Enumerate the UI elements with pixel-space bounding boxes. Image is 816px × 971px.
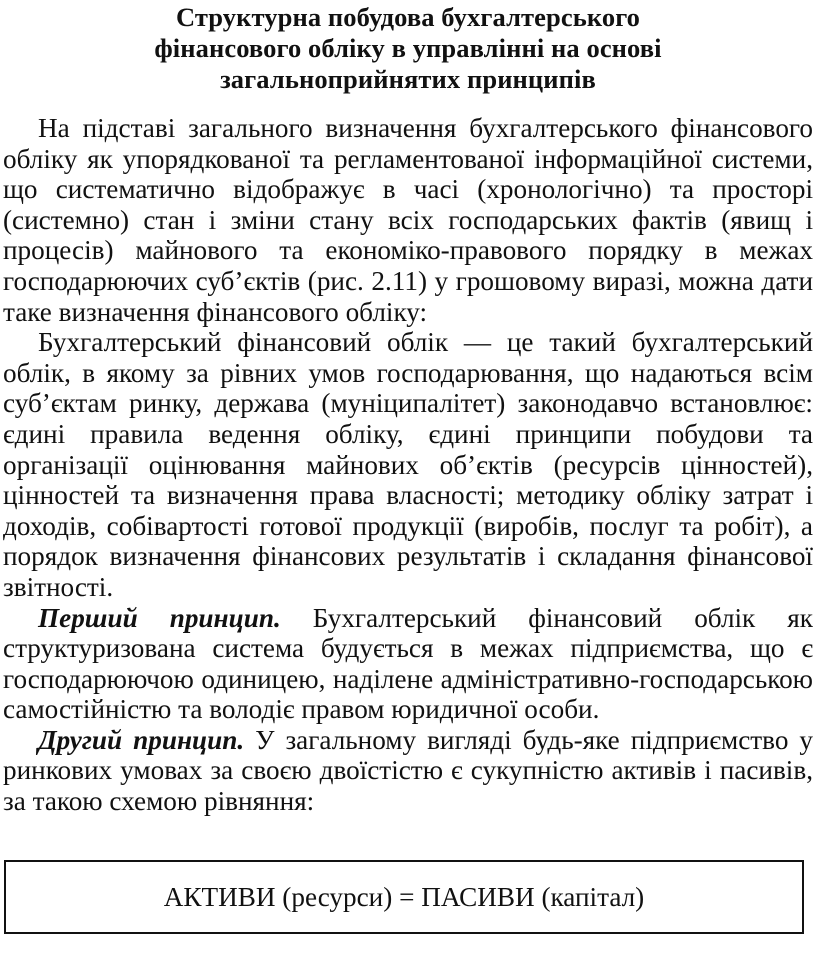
title-line-3: загальноприйнятих принципів [220,64,596,94]
section-title [0,2,816,95]
balance-equation-box [4,860,804,934]
balance-equation: АКТИВИ (ресурси) = ПАСИВИ (капітал) [163,882,645,912]
title-line-2: фінансового обліку в управлінні на основі [154,33,662,63]
paragraph-second-principle [3,725,813,817]
first-principle-label: Перший принцип. [38,602,281,633]
second-principle-text: У загальному вигляді будь-яке підприємство у ринкових умовах за своєю двоїстістю є сукупністю активів і пасивів, за такою схемою рівняння: [3,724,814,817]
title-line-1: Структурна побудова бухгалтерського [175,2,641,32]
second-principle-label: Другий принцип. [38,724,245,755]
body-text [3,113,813,817]
first-principle-text: Бухгалтерський фінансовий облік як структуризована система будується в межах підприємства, що є господарюючою одиницею, наділене адміністративно-господарською самостійністю та володіє правом юридичної особи. [3,602,813,725]
paragraph-definition-intro: На підставі загального визначення бухгалтерського фінансового обліку як упорядкованої та регламентованої інформаційної системи, що систематично відображує в часі (хронологічно) та просторі (системно) стан і зміни стану всіх господарських фактів (явищ і процесів) майнового та економіко-правового порядку в межах господарюючих суб’єктів (рис. 2.11) у грошовому виразі, можна дати таке визначення фінансового обліку: [3,113,813,327]
paragraph-first-principle [3,603,813,725]
paragraph-definition: Бухгалтерський фінансовий облік — це такий бухгалтерський облік, в якому за рівних умов господарювання, що надаються всім суб’єктам ринку, держава (муніципалітет) законодавчо встановлює: єдині правила ведення обліку, єдині принципи побудови та організації оцінювання майнових об’єктів (ресурсів цінностей), цінностей та визначення права власності; методику обліку затрат і доходів, собівартості готової продукції (виробів, послуг та робіт), а порядок визначення фінансових результатів і складання фінансової звітності. [3,327,813,602]
